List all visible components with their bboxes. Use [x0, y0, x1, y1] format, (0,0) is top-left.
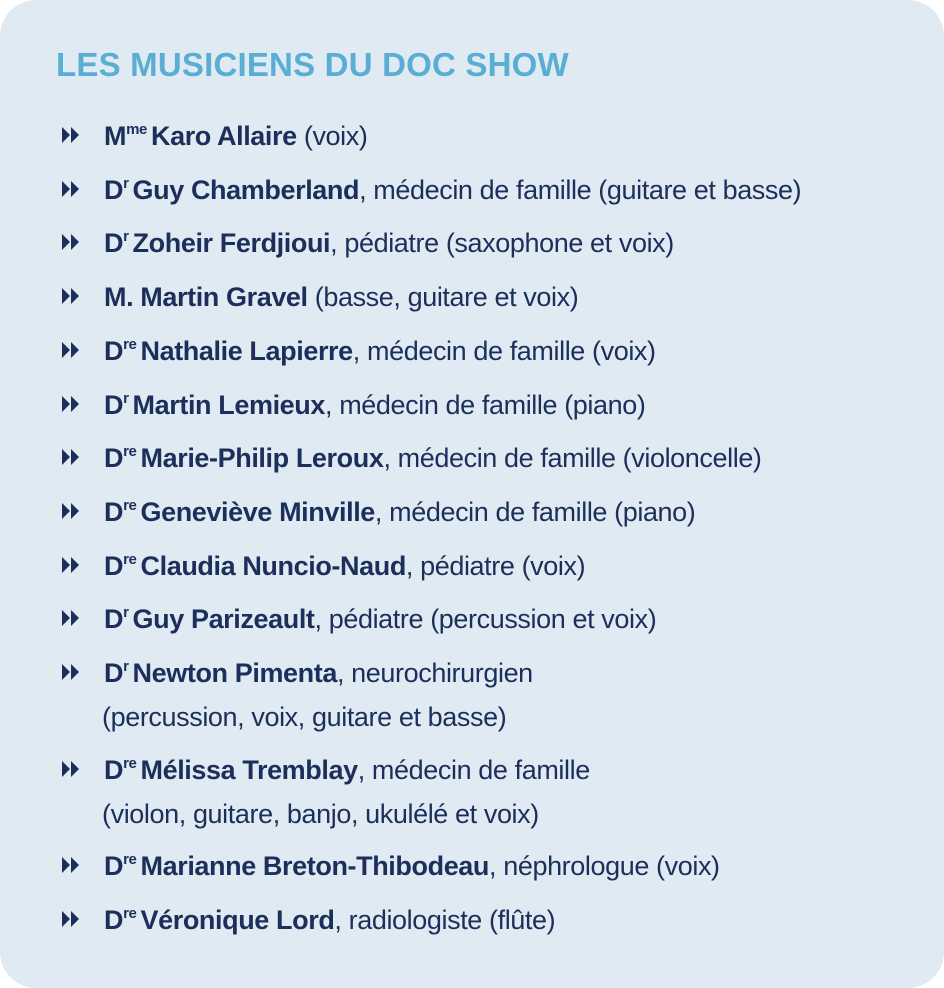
- musician-line: [104, 382, 645, 433]
- musician-line: [104, 274, 578, 320]
- double-chevron-right-icon: [60, 500, 82, 522]
- musician-details-continued: (percussion, voix, guitare et basse): [102, 702, 507, 732]
- musician-title-suffix: re: [123, 851, 137, 869]
- musician-details-continued: (violon, guitare, banjo, ukulélé et voix): [102, 798, 539, 829]
- musician-line: [104, 543, 585, 594]
- musician-title-suffix: re: [123, 905, 137, 923]
- musician-name: Marie-Philip Leroux: [140, 443, 384, 474]
- musician-name: Guy Parizeault: [132, 604, 315, 635]
- musician-title-prefix: D: [104, 550, 124, 581]
- card-title: LES MUSICIENS DU DOC SHOW: [56, 46, 569, 83]
- musician-details: , médecin de famille (piano): [325, 389, 646, 420]
- double-chevron-right-icon: [60, 393, 82, 415]
- musician-details: , médecin de famille (violoncelle): [383, 443, 762, 474]
- musician-title-suffix: re: [123, 754, 137, 772]
- double-chevron-right-icon: [60, 758, 82, 780]
- musician-name: Claudia Nuncio-Naud: [140, 550, 406, 581]
- double-chevron-right-icon: [60, 124, 82, 146]
- musician-name: M. Martin Gravel: [104, 282, 308, 313]
- double-chevron-right-icon: [60, 661, 82, 683]
- double-chevron-right-icon: [60, 854, 82, 876]
- musician-title-suffix: me: [126, 121, 147, 138]
- musician-title-suffix: re: [123, 496, 137, 514]
- musician-line: [104, 489, 695, 540]
- musician-name: Martin Lemieux: [132, 389, 325, 420]
- musician-title-prefix: D: [104, 754, 124, 785]
- musician-name: Guy Chamberland: [132, 174, 360, 205]
- musician-name: Zoheir Ferdjioui: [132, 228, 331, 259]
- double-chevron-right-icon: [60, 231, 82, 253]
- musician-details: , neurochirurgien: [336, 658, 533, 688]
- double-chevron-right-icon: [60, 285, 82, 307]
- musician-line: [104, 843, 720, 894]
- musician-details: , pédiatre (voix): [405, 550, 586, 581]
- musician-line: [104, 220, 674, 271]
- musician-details: , pédiatre (percussion et voix): [314, 604, 657, 635]
- musician-name: Karo Allaire: [150, 121, 297, 151]
- musician-details: , médecin de famille (voix): [352, 335, 656, 366]
- double-chevron-right-icon: [60, 908, 82, 930]
- musician-name: Marianne Breton-Thibodeau: [140, 851, 490, 882]
- double-chevron-right-icon: [60, 178, 82, 200]
- musician-title-suffix: re: [123, 335, 137, 353]
- musician-name: Geneviève Minville: [140, 496, 375, 527]
- double-chevron-right-icon: [60, 339, 82, 361]
- musician-title-prefix: D: [104, 658, 124, 688]
- musician-title-prefix: D: [104, 335, 124, 366]
- musician-name: Véronique Lord: [140, 905, 335, 936]
- musician-title-suffix: r: [123, 389, 129, 407]
- musician-details: (basse, guitare et voix): [307, 282, 579, 313]
- musician-line: [104, 328, 656, 379]
- musician-title-prefix: M: [104, 121, 127, 151]
- musician-details: , néphrologue (voix): [489, 851, 720, 882]
- musician-title-prefix: D: [104, 174, 124, 205]
- musician-title-suffix: r: [123, 658, 129, 675]
- musician-title-suffix: r: [123, 174, 129, 192]
- musician-details: (voix): [296, 121, 368, 151]
- musician-title-suffix: r: [123, 604, 129, 622]
- musician-line: [104, 435, 762, 486]
- musician-title-prefix: D: [104, 496, 124, 527]
- musician-line: [104, 167, 801, 218]
- double-chevron-right-icon: [60, 446, 82, 468]
- musician-title-prefix: D: [104, 389, 124, 420]
- musician-details: , pédiatre (saxophone et voix): [330, 228, 674, 259]
- musician-line: [104, 596, 656, 647]
- musician-title-prefix: D: [104, 604, 124, 635]
- musician-title-prefix: D: [104, 443, 124, 474]
- musician-details: , médecin de famille: [357, 754, 590, 785]
- musician-details: , médecin de famille (guitare et basse): [359, 174, 802, 205]
- musician-title-prefix: D: [104, 228, 124, 259]
- musician-line: [104, 113, 367, 164]
- double-chevron-right-icon: [60, 607, 82, 629]
- musician-title-suffix: re: [123, 443, 137, 461]
- musician-details: , radiologiste (flûte): [334, 905, 556, 936]
- musician-title-prefix: D: [104, 851, 124, 882]
- musician-name: Mélissa Tremblay: [140, 754, 358, 785]
- double-chevron-right-icon: [60, 554, 82, 576]
- musician-title-suffix: re: [123, 550, 137, 568]
- musician-details: , médecin de famille (piano): [374, 496, 696, 527]
- musician-name: Nathalie Lapierre: [140, 335, 353, 366]
- musician-line: [104, 897, 555, 948]
- musician-title-prefix: D: [104, 905, 124, 936]
- musician-title-suffix: r: [123, 228, 129, 246]
- musician-name: Newton Pimenta: [132, 658, 337, 688]
